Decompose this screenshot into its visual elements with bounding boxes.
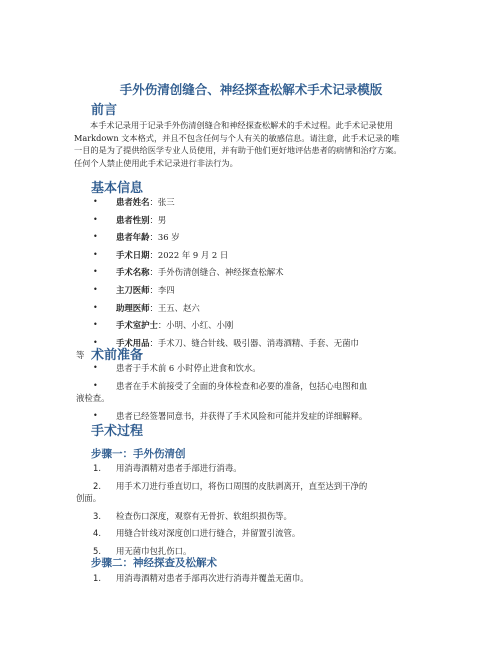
preop-heading: 术前准备 [91,348,144,363]
preface-heading: 前言 [91,103,118,118]
list-item: 5. 用无菌巾包扎伤口。 [93,545,192,556]
list-item: • 患者年龄：36 岁 [93,232,180,243]
list-item: 2. 用手术刀进行垂直切口，将伤口周围的皮肤剥离开，直至达到干净的 创面。 [76,480,368,504]
preface-line-3: 一目的是为了提供给医学专业人员使用，并有助于他们更好地评估患者的病情和治疗方案。 [74,145,402,155]
list-item: 4. 用缝合针线对深度创口进行缝合，并留置引流管。 [93,528,301,539]
preop-list [76,362,453,427]
preface-line-1: 本手术记录用于记录手外伤清创缝合和神经探查松解术的手术过程。此手术记录使用 [90,120,393,130]
step1-list [76,462,453,562]
step2-heading: 步骤二：神经探查及松解术 [91,557,217,569]
list-item: • 患者于手术前 6 小时停止进食和饮水。 [93,363,261,373]
list-item: • 手术日期：2022 年 9 月 2 日 [93,249,229,260]
preface-line-2: Markdown 文本格式，并且不包含任何与个人有关的敏感信息。请注意，此手术记录的唯 [74,132,400,143]
list-item: • 手术名称：手外伤清创缝合、神经探查松解术 [93,267,284,278]
list-item: • 手术用品：手术刀、缝合针线、吸引器、消毒酒精、手套、无菌巾 等 [76,337,359,361]
step1-heading: 步骤一：手外伤清创 [91,448,186,460]
preface-paragraph [74,119,434,169]
list-item: • 患者性别：男 [93,214,167,225]
document-title: 手外伤清创缝合、神经探查松解术手术记录模版 [119,82,383,97]
list-item: 1. 用消毒酒精对患者手部再次进行消毒并覆盖无菌巾。 [93,573,309,583]
list-item: • 患者姓名：张三 [93,197,175,207]
preface-line-4: 任何个人禁止使用此手术记录进行非法行为。 [74,157,238,168]
procedure-heading: 手术过程 [91,424,144,439]
list-item: • 患者已经签署同意书，并获得了手术风险和可能并发症的详细解释。 [93,410,368,421]
list-item: • 患者在手术前接受了全面的身体检查和必要的准备，包括心电图和血 液检查。 [76,380,368,404]
list-item: 3. 检查伤口深度，观察有无骨折、软组织损伤等。 [93,510,292,521]
basic-info-heading: 基本信息 [91,181,144,196]
list-item: • 主刀医师：李四 [93,284,175,295]
list-item: • 手术室护士：小明、小红、小刚 [93,320,234,331]
list-item: 1. 用消毒酒精对患者手部进行消毒。 [93,463,242,473]
list-item: • 助理医师：王五、赵六 [93,302,200,313]
step2-list [93,572,453,590]
basic-info-list [76,196,453,367]
